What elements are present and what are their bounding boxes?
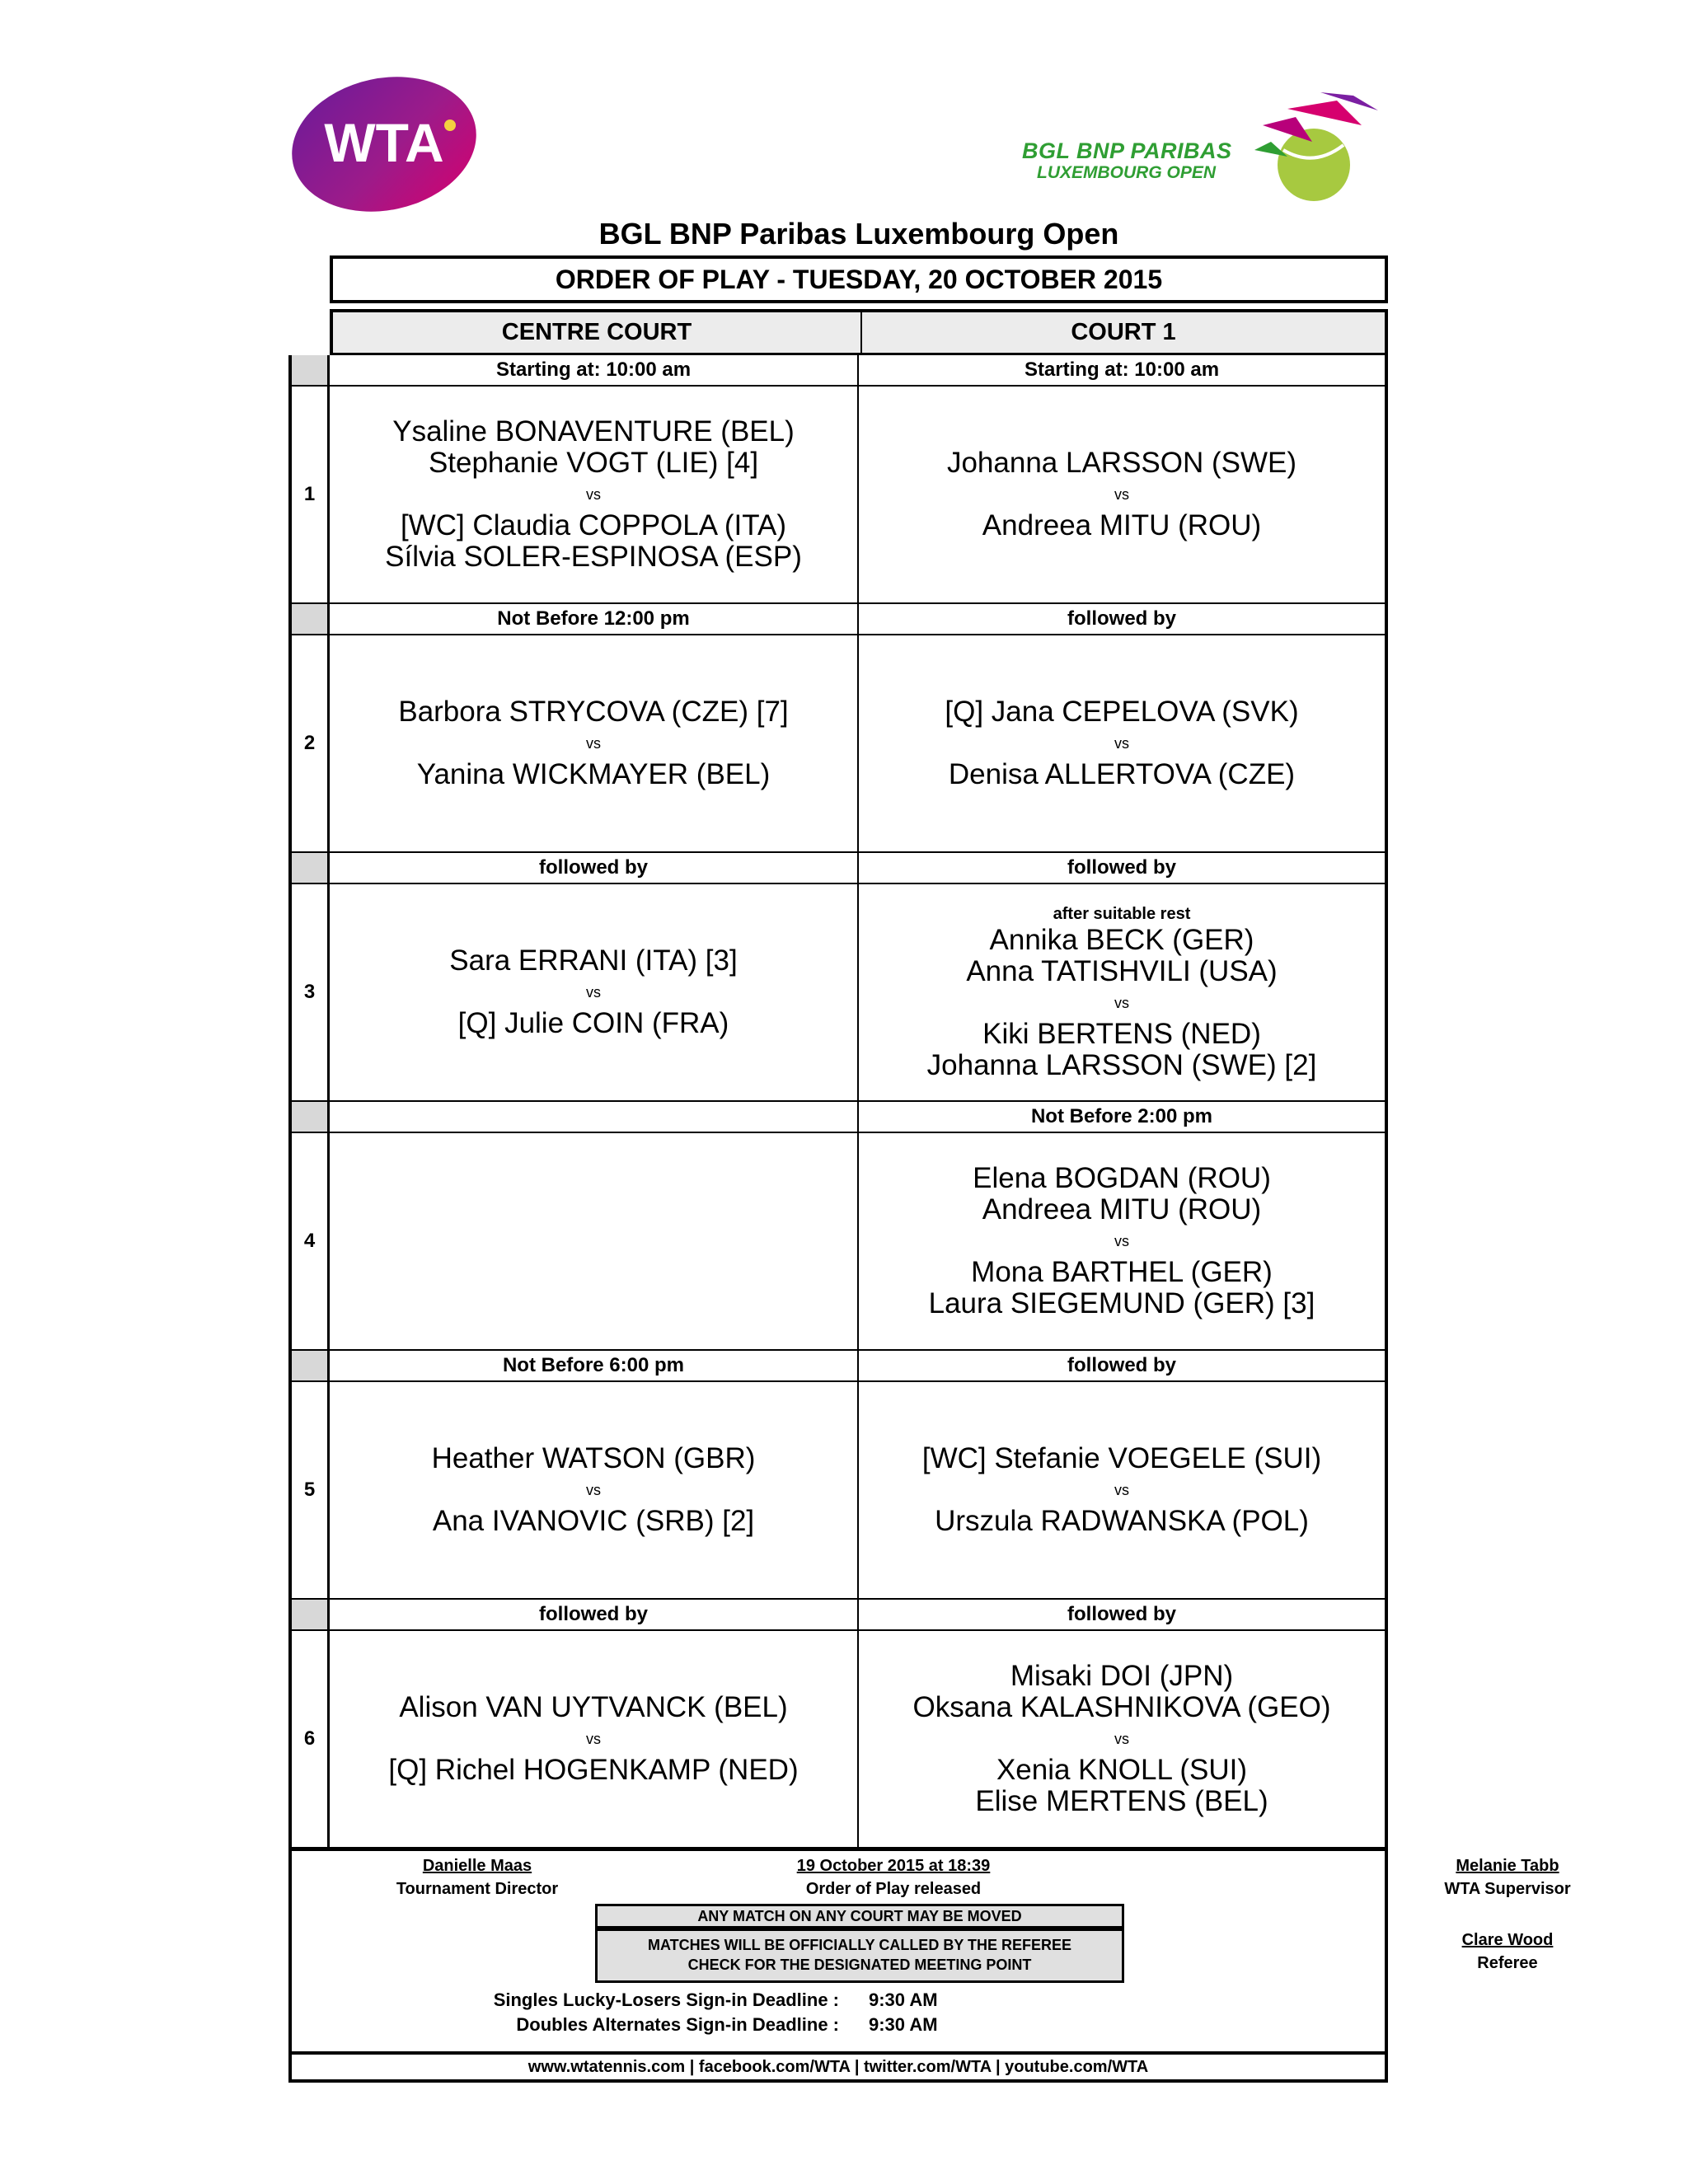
match-row bbox=[288, 884, 1388, 1102]
versus-label: vs bbox=[1114, 735, 1129, 752]
match-row bbox=[288, 1382, 1388, 1600]
match-number bbox=[288, 1102, 330, 1132]
match-note: after suitable rest bbox=[1053, 905, 1191, 923]
match-number: 3 bbox=[288, 884, 330, 1100]
match-row bbox=[288, 635, 1388, 853]
doubles-deadline-label: Doubles Alternates Sign-in Deadline : bbox=[516, 2014, 839, 2035]
court-header-centre: CENTRE COURT bbox=[330, 309, 861, 355]
match-number bbox=[288, 1600, 330, 1629]
supervisor-name: Melanie Tabb bbox=[1456, 1857, 1559, 1875]
wta-supervisor bbox=[1409, 1854, 1606, 1900]
versus-label: vs bbox=[1114, 1482, 1129, 1498]
event-title: BGL BNP Paribas Luxembourg Open bbox=[598, 217, 1119, 251]
versus-label: vs bbox=[1114, 1731, 1129, 1747]
match-row bbox=[288, 387, 1388, 604]
social-links: www.wtatennis.com | facebook.com/WTA | twitter.com/WTA | youtube.com/WTA bbox=[288, 2051, 1388, 2083]
centre-match bbox=[330, 635, 859, 851]
court1-time-label: Starting at: 10:00 am bbox=[859, 355, 1388, 385]
player-name: Elena BOGDAN (ROU) bbox=[973, 1162, 1271, 1194]
time-label-row bbox=[288, 1102, 1388, 1133]
release-info bbox=[716, 1854, 1071, 1900]
footer bbox=[288, 1848, 1571, 2051]
referee bbox=[1409, 1929, 1606, 1975]
versus-label: vs bbox=[1114, 995, 1129, 1011]
match-number bbox=[288, 604, 330, 634]
player-name: Ysaline BONAVENTURE (BEL) bbox=[392, 415, 795, 448]
match-number bbox=[288, 355, 330, 385]
player-name: Johanna LARSSON (SWE) [2] bbox=[926, 1049, 1317, 1081]
wta-logo bbox=[288, 76, 480, 213]
player-name: Yanina WICKMAYER (BEL) bbox=[416, 758, 771, 790]
court1-time-label: Not Before 2:00 pm bbox=[859, 1102, 1388, 1132]
order-of-play-header: ORDER OF PLAY - TUESDAY, 20 OCTOBER 2015 bbox=[330, 255, 1388, 303]
court1-match bbox=[859, 1631, 1388, 1847]
centre-time-label: followed by bbox=[330, 853, 859, 883]
centre-match bbox=[330, 884, 859, 1100]
player-name: Sara ERRANI (ITA) [3] bbox=[449, 944, 738, 977]
centre-match bbox=[330, 1382, 859, 1598]
schedule-grid bbox=[288, 355, 1388, 1849]
bgl-logo-line2: LUXEMBOURG OPEN bbox=[1037, 163, 1217, 182]
court1-match bbox=[859, 1133, 1388, 1349]
centre-time-label: followed by bbox=[330, 1600, 859, 1629]
centre-match bbox=[330, 1133, 859, 1349]
referee-title: Referee bbox=[1477, 1954, 1538, 1972]
referee-name: Clare Wood bbox=[1461, 1931, 1554, 1949]
player-name: [Q] Jana CEPELOVA (SVK) bbox=[945, 696, 1299, 728]
player-name: Xenia KNOLL (SUI) bbox=[996, 1754, 1248, 1786]
player-name: Urszula RADWANSKA (POL) bbox=[935, 1505, 1309, 1537]
player-name: Alison VAN UYTVANCK (BEL) bbox=[399, 1691, 788, 1723]
time-label-row bbox=[288, 1600, 1388, 1631]
time-label-row bbox=[288, 604, 1388, 635]
court1-match bbox=[859, 387, 1388, 602]
wta-logo-graphic bbox=[288, 76, 480, 213]
centre-time-label: Starting at: 10:00 am bbox=[330, 355, 859, 385]
court-header-court1: COURT 1 bbox=[861, 309, 1388, 355]
player-name: Ana IVANOVIC (SRB) [2] bbox=[432, 1505, 755, 1537]
match-row bbox=[288, 1133, 1388, 1351]
centre-time-label: Not Before 6:00 pm bbox=[330, 1351, 859, 1380]
player-name: Elise MERTENS (BEL) bbox=[975, 1785, 1268, 1817]
player-name: Annika BECK (GER) bbox=[989, 924, 1254, 956]
match-row bbox=[288, 1631, 1388, 1849]
court1-time-label: followed by bbox=[859, 1351, 1388, 1380]
player-name: Stephanie VOGT (LIE) [4] bbox=[428, 447, 759, 479]
match-number: 4 bbox=[288, 1133, 330, 1349]
match-number: 1 bbox=[288, 387, 330, 602]
versus-label: vs bbox=[586, 486, 601, 503]
wta-logo-text: WTA bbox=[324, 112, 444, 173]
bgl-logo-text bbox=[1022, 140, 1232, 181]
player-name: Kiki BERTENS (NED) bbox=[982, 1018, 1261, 1050]
notice-referee-line2: CHECK FOR THE DESIGNATED MEETING POINT bbox=[687, 1957, 1032, 1973]
match-number: 5 bbox=[288, 1382, 330, 1598]
match-number: 6 bbox=[288, 1631, 330, 1847]
player-name: [Q] Julie COIN (FRA) bbox=[457, 1007, 729, 1039]
match-number bbox=[288, 853, 330, 883]
court1-time-label: followed by bbox=[859, 853, 1388, 883]
singles-deadline-label: Singles Lucky-Losers Sign-in Deadline : bbox=[493, 1990, 839, 2010]
notice-match-moved: ANY MATCH ON ANY COURT MAY BE MOVED bbox=[595, 1904, 1124, 1929]
release-label: Order of Play released bbox=[805, 1880, 982, 1898]
centre-time-label bbox=[330, 1102, 859, 1132]
player-name: [WC] Stefanie VOEGELE (SUI) bbox=[921, 1442, 1322, 1474]
player-name: Sílvia SOLER-ESPINOSA (ESP) bbox=[385, 541, 802, 573]
court1-time-label: followed by bbox=[859, 604, 1388, 634]
centre-match bbox=[330, 1631, 859, 1847]
player-name: Misaki DOI (JPN) bbox=[1010, 1660, 1234, 1692]
court1-match bbox=[859, 635, 1388, 851]
time-label-row bbox=[288, 355, 1388, 387]
court1-time-label: followed by bbox=[859, 1600, 1388, 1629]
singles-deadline-time: 9:30 AM bbox=[869, 1990, 938, 2010]
versus-label: vs bbox=[1114, 1233, 1129, 1249]
player-name: Denisa ALLERTOVA (CZE) bbox=[948, 758, 1296, 790]
court1-match bbox=[859, 884, 1388, 1100]
player-name: Johanna LARSSON (SWE) bbox=[946, 447, 1297, 479]
time-label-row bbox=[288, 853, 1388, 884]
centre-match bbox=[330, 387, 859, 602]
match-number: 2 bbox=[288, 635, 330, 851]
director-title: Tournament Director bbox=[396, 1880, 559, 1898]
player-name: Barbora STRYCOVA (CZE) [7] bbox=[398, 696, 789, 728]
versus-label: vs bbox=[586, 1482, 601, 1498]
time-label-row bbox=[288, 1351, 1388, 1382]
versus-label: vs bbox=[586, 984, 601, 1001]
player-name: [WC] Claudia COPPOLA (ITA) bbox=[400, 509, 787, 541]
notice-referee-call bbox=[595, 1929, 1124, 1983]
player-name: Andreea MITU (ROU) bbox=[982, 1193, 1262, 1226]
versus-label: vs bbox=[586, 1731, 601, 1747]
court1-match bbox=[859, 1382, 1388, 1598]
bgl-luxembourg-open-logo bbox=[1015, 92, 1380, 208]
player-name: Heather WATSON (GBR) bbox=[431, 1442, 756, 1474]
release-date: 19 October 2015 at 18:39 bbox=[796, 1857, 991, 1875]
player-name: Oksana KALASHNIKOVA (GEO) bbox=[912, 1691, 1331, 1723]
player-name: Laura SIEGEMUND (GER) [3] bbox=[928, 1287, 1315, 1319]
versus-label: vs bbox=[1114, 486, 1129, 503]
centre-time-label: Not Before 12:00 pm bbox=[330, 604, 859, 634]
match-number bbox=[288, 1351, 330, 1380]
doubles-deadline-time: 9:30 AM bbox=[869, 2014, 938, 2035]
versus-label: vs bbox=[586, 735, 601, 752]
bgl-logo-line1: BGL BNP PARIBAS bbox=[1022, 138, 1232, 163]
director-name: Danielle Maas bbox=[422, 1857, 532, 1875]
tournament-director bbox=[341, 1854, 613, 1900]
supervisor-title: WTA Supervisor bbox=[1444, 1880, 1571, 1898]
player-name: Mona BARTHEL (GER) bbox=[971, 1256, 1273, 1288]
player-name: Anna TATISHVILI (USA) bbox=[966, 955, 1278, 987]
notice-referee-line1: MATCHES WILL BE OFFICIALLY CALLED BY THE REFEREE bbox=[647, 1937, 1072, 1953]
player-name: [Q] Richel HOGENKAMP (NED) bbox=[388, 1754, 799, 1786]
player-name: Andreea MITU (ROU) bbox=[982, 509, 1262, 541]
